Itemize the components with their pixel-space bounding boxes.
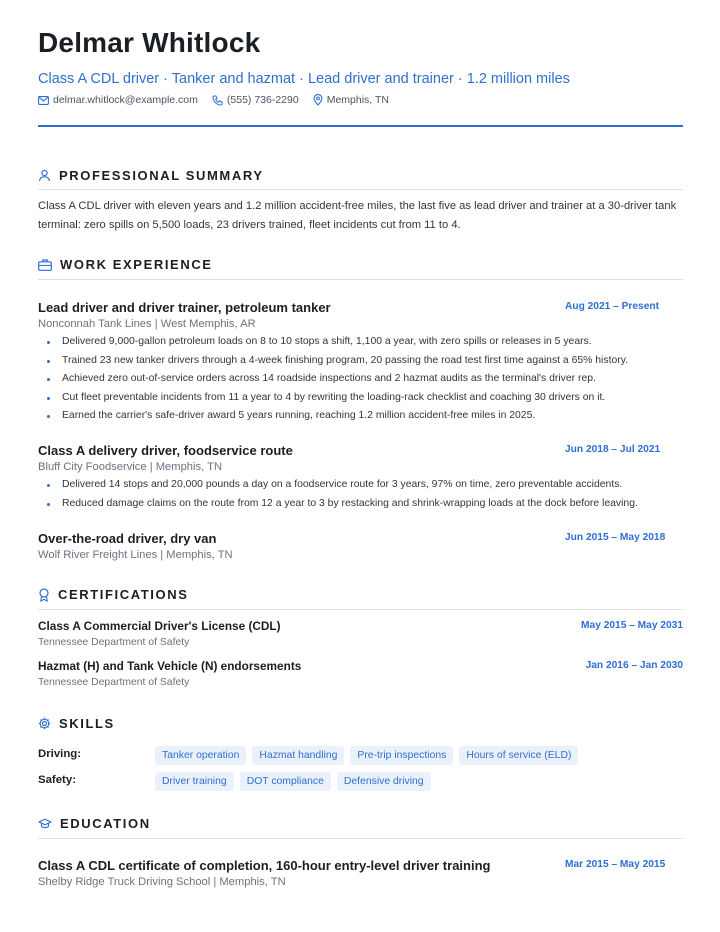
certification-entry — [38, 659, 683, 688]
summary-text: Class A CDL driver with eleven years and 1.2 million accident-free miles, the last five as lead driver and trainer at a 30-driver tank terminal: zero spills on 5,500 loads, 23 drivers trained, fleet incidents cut from 11 to 4. — [38, 200, 677, 231]
phone-text: (555) 736-2290 — [226, 94, 299, 106]
certification-entry — [38, 619, 683, 648]
section-title-experience: WORK EXPERIENCE — [60, 257, 213, 272]
list-item: Cut fleet preventable incidents from 11 a year to 4 by rewriting the loading-rack checklist and coaching 30 drivers on it. — [38, 389, 683, 408]
skill-chip: Defensive driving — [337, 772, 431, 791]
section-summary-header — [38, 168, 683, 183]
list-item: Delivered 14 stops and 20,000 pounds a day on a foodservice route for 3 years, 97% on time, zero preventable accidents. — [38, 476, 683, 495]
job-date: Jun 2018 – Jul 2021 — [565, 444, 661, 455]
certification-title: Hazmat (H) and Tank Vehicle (N) endorsements — [38, 659, 302, 673]
header-divider — [38, 125, 683, 127]
section-divider — [38, 838, 683, 839]
job-bullets — [38, 333, 683, 426]
job-entry — [38, 300, 683, 426]
email-text: delmar.whitlock@example.com — [53, 94, 198, 106]
phone-icon — [212, 95, 223, 106]
certification-title: Class A Commercial Driver's License (CDL) — [38, 619, 281, 633]
contact-phone[interactable] — [212, 94, 299, 106]
section-divider — [38, 609, 683, 610]
section-title-education: EDUCATION — [60, 816, 151, 831]
briefcase-icon — [38, 259, 52, 271]
skill-chip: Driver training — [155, 772, 234, 791]
job-title: Over-the-road driver, dry van — [38, 531, 217, 546]
list-item: Trained 23 new tanker drivers through a 4-week finishing program, 20 passing the road test first time against a 65% history. — [38, 352, 683, 371]
contact-location — [313, 94, 389, 106]
skill-chip: DOT compliance — [240, 772, 331, 791]
job-entry — [38, 443, 683, 513]
job-organization: Wolf River Freight Lines | Memphis, TN — [38, 549, 233, 561]
skill-chip: Pre-trip inspections — [350, 746, 453, 765]
mail-icon — [38, 96, 49, 105]
job-organization: Nonconnah Tank Lines | West Memphis, AR — [38, 318, 256, 330]
section-divider — [38, 189, 683, 190]
section-experience-header — [38, 257, 683, 272]
certification-date: Jan 2016 – Jan 2030 — [585, 660, 683, 671]
list-item: Delivered 9,000-gallon petroleum loads on 8 to 10 stops a shift, 1,100 a year, with zero spills or releases in 5 years. — [38, 333, 683, 352]
skill-chips — [155, 772, 437, 791]
skill-chip: Hours of service (ELD) — [459, 746, 578, 765]
certification-date: May 2015 – May 2031 — [581, 620, 683, 631]
certification-issuer: Tennessee Department of Safety — [38, 677, 190, 688]
skill-category-label: Driving: — [38, 748, 82, 760]
job-date: Aug 2021 – Present — [565, 301, 659, 312]
certification-issuer: Tennessee Department of Safety — [38, 637, 190, 648]
location-text: Memphis, TN — [326, 94, 389, 106]
job-title: Lead driver and driver trainer, petroleum tanker — [38, 300, 331, 315]
candidate-name: Delmar Whitlock — [38, 27, 261, 58]
education-title: Class A CDL certificate of completion, 160-hour entry-level driver training — [38, 858, 491, 873]
section-title-summary: PROFESSIONAL SUMMARY — [59, 168, 264, 183]
list-item: Reduced damage claims on the route from 12 a year to 3 by restacking and shrink-wrapping loads at the dock before leaving. — [38, 495, 683, 514]
job-organization: Bluff City Foodservice | Memphis, TN — [38, 461, 223, 473]
contact-email[interactable] — [38, 94, 198, 106]
award-icon — [38, 588, 50, 602]
list-item: Achieved zero out-of-service orders across 14 roadside inspections and 2 hazmat audits as the terminal's driver rep. — [38, 370, 683, 389]
gear-icon — [38, 717, 51, 730]
job-title: Class A delivery driver, foodservice route — [38, 443, 293, 458]
skill-chip: Tanker operation — [155, 746, 246, 765]
graduation-cap-icon — [38, 818, 52, 830]
section-title-certifications: CERTIFICATIONS — [58, 587, 189, 602]
section-skills-header — [38, 716, 683, 731]
skill-chips — [155, 746, 584, 765]
list-item: Earned the carrier's safe-driver award 5 years running, reaching 1.2 million accident-free miles in 2025. — [38, 407, 683, 426]
contact-bar — [38, 94, 403, 106]
education-entry — [38, 858, 683, 888]
skill-chip: Hazmat handling — [252, 746, 344, 765]
map-pin-icon — [313, 94, 323, 106]
section-divider — [38, 279, 683, 280]
headline: Class A CDL driver · Tanker and hazmat · Lead driver and trainer · 1.2 million miles — [38, 71, 570, 87]
job-date: Jun 2015 – May 2018 — [565, 532, 666, 543]
job-entry — [38, 531, 683, 561]
user-icon — [38, 169, 51, 182]
skill-category-label: Safety: — [38, 774, 76, 786]
section-title-skills: SKILLS — [59, 716, 115, 731]
education-date: Mar 2015 – May 2015 — [565, 859, 666, 870]
section-certifications-header — [38, 587, 683, 602]
job-bullets — [38, 476, 683, 513]
education-school: Shelby Ridge Truck Driving School | Memphis, TN — [38, 876, 286, 888]
section-education-header — [38, 816, 683, 831]
